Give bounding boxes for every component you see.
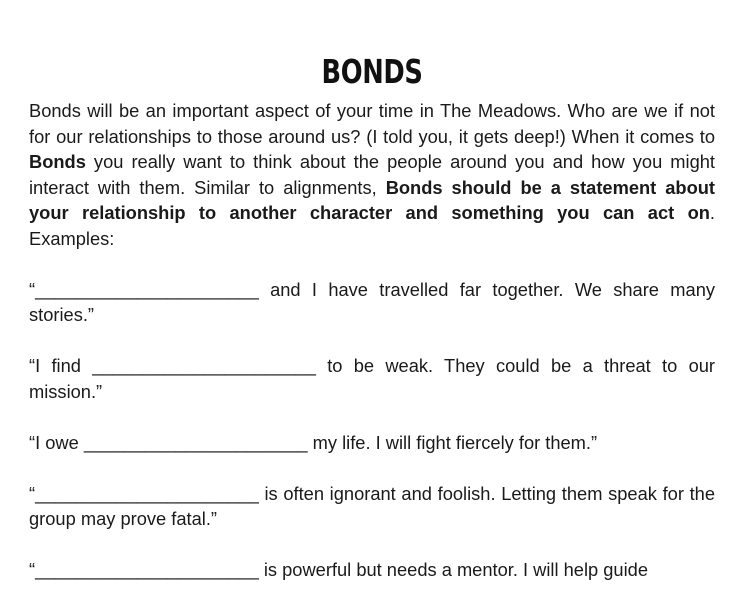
spacer <box>29 328 715 354</box>
document-page <box>29 48 715 583</box>
example-text: is often ignorant and foolish. Letting them speak for the group may prove fatal.” <box>29 482 715 529</box>
example-prefix: “I owe <box>29 431 84 453</box>
example-bond-5 <box>29 557 715 583</box>
example-bond-4 <box>29 481 715 532</box>
fill-in-blank: ______________________ <box>35 559 259 580</box>
intro-text-3: . Examples: <box>29 202 715 249</box>
example-bond-3 <box>29 430 715 456</box>
example-bond-1 <box>29 277 715 328</box>
fill-in-blank: ______________________ <box>35 482 259 504</box>
example-text: is powerful but needs a mentor. I will help guide <box>258 559 648 580</box>
fill-in-blank: ______________________ <box>83 431 308 453</box>
spacer <box>29 455 715 481</box>
example-prefix: “ <box>29 559 36 580</box>
fill-in-blank: ______________________ <box>92 355 316 376</box>
spacer <box>29 532 715 558</box>
intro-text-2: you really want to think about the people around you and how you might interact with them. Similar to alignments, <box>29 151 715 198</box>
intro-bold-1: Bonds <box>29 151 86 172</box>
page-title: BONDS <box>321 52 423 91</box>
spacer <box>29 251 715 277</box>
intro-paragraph <box>29 98 715 251</box>
intro-text-1: Bonds will be an important aspect of your time in The Meadows. Who are we if not for our relationships to those around us? (I told you, it gets deep!) When it comes to <box>29 100 715 147</box>
example-prefix: “ <box>29 278 36 300</box>
example-text: my life. I will fight fiercely for them.” <box>307 431 598 453</box>
example-prefix: “I find <box>29 355 93 376</box>
intro-bold-2: Bonds should be a statement about your relationship to another character and something you can act on <box>29 176 716 223</box>
example-text: and I have travelled far together. We share many stories.” <box>29 278 715 325</box>
spacer <box>29 404 715 430</box>
fill-in-blank: ______________________ <box>35 278 259 300</box>
example-bond-2 <box>29 353 715 404</box>
example-text: to be weak. They could be a threat to our mission.” <box>29 355 715 402</box>
example-prefix: “ <box>29 482 36 504</box>
